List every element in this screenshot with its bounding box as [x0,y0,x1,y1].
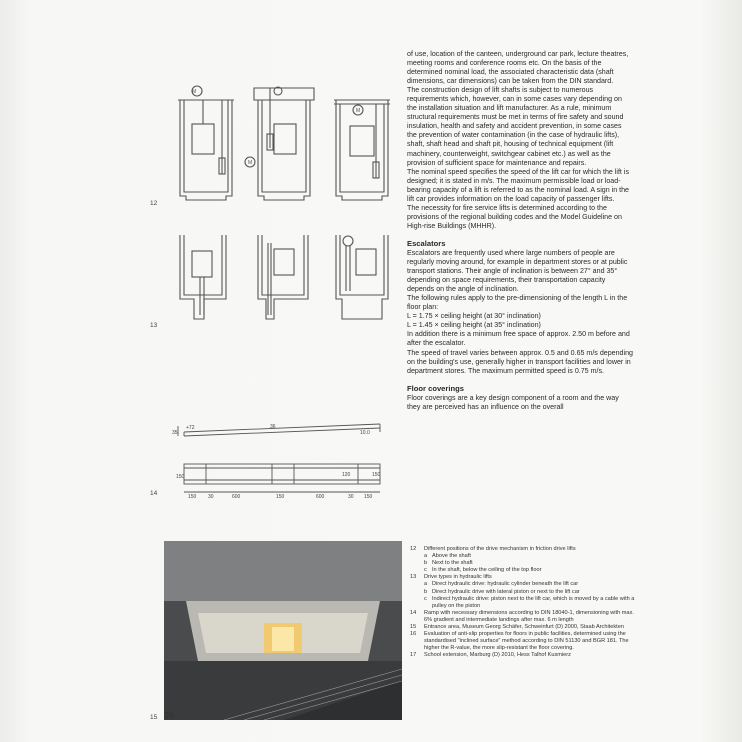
body-paragraph: The nominal speed specifies the speed of the lift car for which the lift is designed; it is stated in m/s. The maximum permissible load or load-bearing capacity of a lift is referred to as the nominal load. A sign in the lift car provides information on the load capacity of passenger lifts. [407,167,630,203]
caption-number: 15 [410,624,417,631]
figure-number-13: 13 [150,322,158,329]
figure-12-lift-shafts [170,78,400,208]
ramp-label-35: 35 [172,430,178,436]
ramp-bottom-dim-6: 30 [348,494,354,500]
figure-number-15: 15 [150,714,158,721]
museum-entrance-illustration [164,541,402,720]
body-paragraph: of use, location of the canteen, underground car park, lecture theatres, meeting rooms and conference rooms etc. On the basis of the determined nominal load, the associated characteristic data (shaft dimensions, car dimensions) can be taken from the DIN standard. [407,50,629,86]
caption-item [424,596,636,610]
svg-text:M: M [356,108,361,114]
caption-item-letter: c [424,567,427,574]
caption-16 [410,631,636,652]
caption-item [424,560,636,567]
ramp-label-10: 10.0 [360,430,370,436]
caption-item-letter: b [424,588,428,595]
escalators-paragraph: Escalators are frequently used where large numbers of people are regularly moving around, for example in department stores or at public transport stations. Their angle of inclination is between 27° and 35° depending on space requirements, their transportation capacity depends on the angle of inclination. [407,248,628,294]
caption-text: School extension, Marburg (D) 2010, Hess Talhof Kusmierz [424,652,571,659]
ramp-bottom-dim-4: 150 [276,494,285,500]
caption-number: 14 [410,609,417,616]
caption-item-text: Indirect hydraulic drive: piston next to the lift car, which is moved by a cable with a pulley on the piston [432,595,635,609]
caption-item [424,567,636,574]
figure-captions [410,546,636,660]
page-number: 26 [164,710,174,720]
escalators-heading: Escalators [407,238,446,248]
escalators-paragraph: The speed of travel varies between approx. 0.5 and 0.65 m/s depending on the building's use, generally higher in transport facilities and lower in department stores. The maximum permitted speed is 0.75 m/s. [407,348,633,375]
ramp-label-150-left: 150 [176,474,185,480]
ramp-bottom-dim-5: 600 [316,494,325,500]
svg-text:M: M [248,160,253,166]
figure-number-12: 12 [150,200,158,207]
body-paragraph: The construction design of lift shafts is subject to numerous requirements which, however, can in some cases vary depending on the installation situation and lift manufacturer. As a rule, minimum structural requirements must be met in terms of fire safety and sound insulation, health and safety and accident prevention, in some cases the prevention of water contamination (in the case of hydraulic lifts), shaft, shaft head and shaft pit, housing of technical equipment (lift machinery, counterweight, switchgear cabinet etc.) as well as the provision of sufficient space for maintenance and repairs. [407,86,624,167]
caption-13 [410,574,636,609]
body-text-column [407,50,633,412]
caption-item-letter: b [424,560,428,567]
ramp-label-36: 36 [270,424,276,430]
figure-13-hydraulic-lifts [170,235,400,325]
caption-item-text: Direct hydraulic drive: hydraulic cylinder beneath the lift car [432,581,579,588]
caption-item-text: Above the shaft [432,553,471,560]
escalators-paragraph: The following rules apply to the pre-dimensioning of the length L in the floor plan: [407,294,628,312]
caption-item [424,589,636,596]
floor-coverings-paragraph: Floor coverings are a key design component of a room and the way they are perceived has an influence on the overall [407,393,619,411]
caption-text: Evaluation of anti-slip properties for floors in public facilities, determined using the standardised "inclined surface" method according to DIN 51130 and BGR 181. The higher the R-value, the more slip-resistant the floor covering. [424,631,629,652]
caption-17 [410,652,636,659]
ramp-bottom-dim-3: 600 [232,494,241,500]
caption-item-letter: a [424,553,428,560]
caption-text: Ramp with necessary dimensions according to DIN 18040-1, dimensioning with max. 6% gradient and intermediate landings after max. 6 m length [424,609,634,623]
ramp-label-120: 120 [342,472,351,478]
caption-item [424,553,636,560]
caption-text: Entrance area, Museum Georg Schäfer, Schweinfurt (D) 2000, Staab Architekten [424,624,624,631]
svg-text:M: M [192,89,197,95]
caption-14 [410,610,636,624]
figure-number-14: 14 [150,490,158,497]
caption-item-text: In the shaft, below the ceiling of the top floor [432,567,542,574]
caption-text: Different positions of the drive mechanism in friction drive lifts [424,546,576,552]
figure-15-photo [164,541,402,720]
figure-14-ramp-section [170,420,390,500]
ramp-label-plus72: +72 [186,425,195,431]
body-paragraph: The necessity for fire service lifts is determined according to the provisions of the regional building codes and the Model Guideline on High-rise Buildings (MHHR). [407,203,622,230]
caption-12 [410,546,636,574]
caption-item-text: Direct hydraulic drive with lateral piston or next to the lift car [432,588,580,595]
caption-number: 16 [410,631,417,638]
ramp-bottom-dim-7: 150 [364,494,373,500]
ramp-label-150-right: 150 [372,472,381,478]
floor-coverings-heading: Floor coverings [407,383,464,393]
caption-item-letter: a [424,581,428,588]
caption-number: 12 [410,546,417,552]
caption-number: 13 [410,574,417,581]
ramp-bottom-dim-1: 150 [188,494,197,500]
caption-item-letter: c [424,595,427,602]
escalators-paragraph: In addition there is a minimum free space of approx. 2.50 m before and after the escalator. [407,330,630,348]
caption-text: Drive types in hydraulic lifts [424,574,492,581]
caption-item [424,581,636,588]
caption-number: 17 [410,652,417,659]
caption-15 [410,624,636,631]
ramp-bottom-dim-2: 30 [208,494,214,500]
caption-item-text: Next to the shaft [432,560,473,567]
escalators-formula: L = 1.45 × ceiling height (at 35° inclination) [407,321,541,330]
escalators-formula: L = 1.75 × ceiling height (at 30° inclination) [407,312,541,321]
